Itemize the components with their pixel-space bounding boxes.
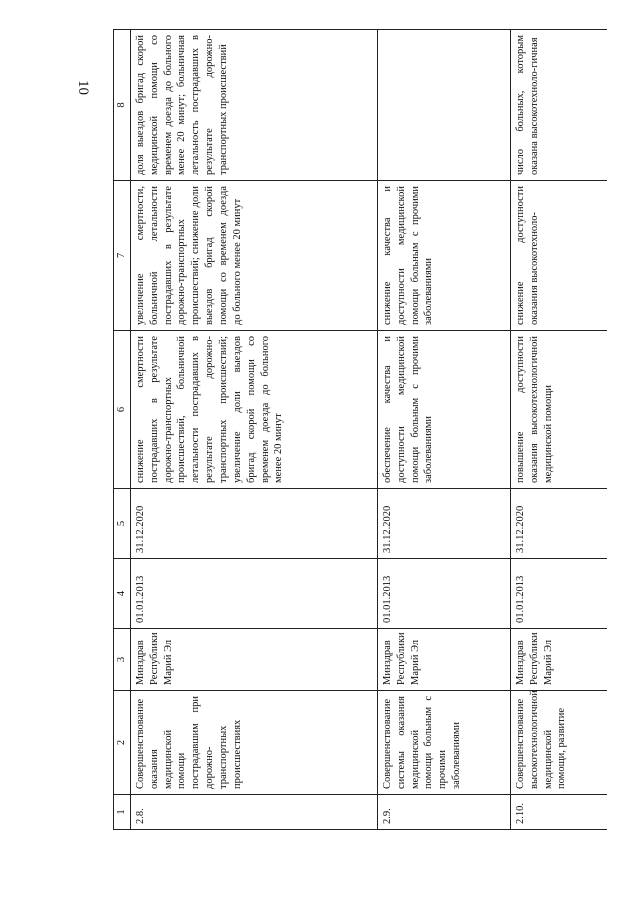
result-cell: повышение доступности оказания высокотехнологичной медицинской помощи [510, 331, 607, 489]
consequence-cell: снижение доступности оказания высокотехноло- [510, 181, 607, 331]
header-row [114, 30, 131, 830]
start-date-cell: 01.01.2013 [510, 559, 607, 629]
result-cell: обеспечение качества и доступности медицинской помощи больным с прочими заболеваниями [377, 331, 510, 489]
executor-cell: Минздрав Республики Марий Эл [377, 629, 510, 691]
executor-cell: Минздрав Республики Марий Эл [130, 629, 377, 691]
end-date-cell: 31.12.2020 [377, 489, 510, 559]
column-header: 6 [114, 331, 131, 489]
event-cell: Совершенствование оказания медицинской помощи пострадавшим при дорожно-транспортных происшествиях [130, 691, 377, 795]
indicator-cell: число больных, которым оказана высокотехноло-гичная [510, 30, 607, 181]
column-header: 8 [114, 30, 131, 181]
column-header: 3 [114, 629, 131, 691]
column-header: 4 [114, 559, 131, 629]
column-header: 5 [114, 489, 131, 559]
table-row [130, 30, 377, 830]
table-row [510, 30, 607, 830]
start-date-cell: 01.01.2013 [377, 559, 510, 629]
column-header: 1 [114, 795, 131, 830]
end-date-cell: 31.12.2020 [130, 489, 377, 559]
indicator-cell [377, 30, 510, 181]
start-date-cell: 01.01.2013 [130, 559, 377, 629]
rotated-table-container [113, 30, 613, 830]
column-header: 7 [114, 181, 131, 331]
indicator-cell: доля выездов бригад скорой медицинской помощи со временем доезда до больного менее 20 минут; больничная летальность пострадавших в результате дорожно-транспортных происшествий [130, 30, 377, 181]
table-row [377, 30, 510, 830]
consequence-cell: увеличение смертности, больничной летальности пострадавших в результате дорожно-транспортных происшествий; снижение доли выездов бригад скорой помощи со временем доезда до больного менее 20 минут [130, 181, 377, 331]
row-number: 2.8. [130, 795, 377, 830]
executor-cell: Минздрав Республики Марий Эл [510, 629, 607, 691]
column-header: 2 [114, 691, 131, 795]
event-cell: Совершенствование системы оказания медицинской помощи больным с прочими заболеваниями [377, 691, 510, 795]
end-date-cell: 31.12.2020 [510, 489, 607, 559]
result-cell: снижение смертности пострадавших в результате дорожно-транспортных происшествий, больничной летальности пострадавших в результате дорожно-транспортных происшествий; увеличение доли выездов бригад скорой помощи со временем доезда до больного менее 20 минут [130, 331, 377, 489]
row-number: 2.10. [510, 795, 607, 830]
program-table [113, 29, 607, 830]
row-number: 2.9. [377, 795, 510, 830]
page-number: 10 [75, 80, 91, 95]
consequence-cell: снижение качества и доступности медицинской помощи больным с прочими заболеваниями [377, 181, 510, 331]
event-cell: Совершенствование высокотехнологичной медицинской помощи, развитие [510, 691, 607, 795]
